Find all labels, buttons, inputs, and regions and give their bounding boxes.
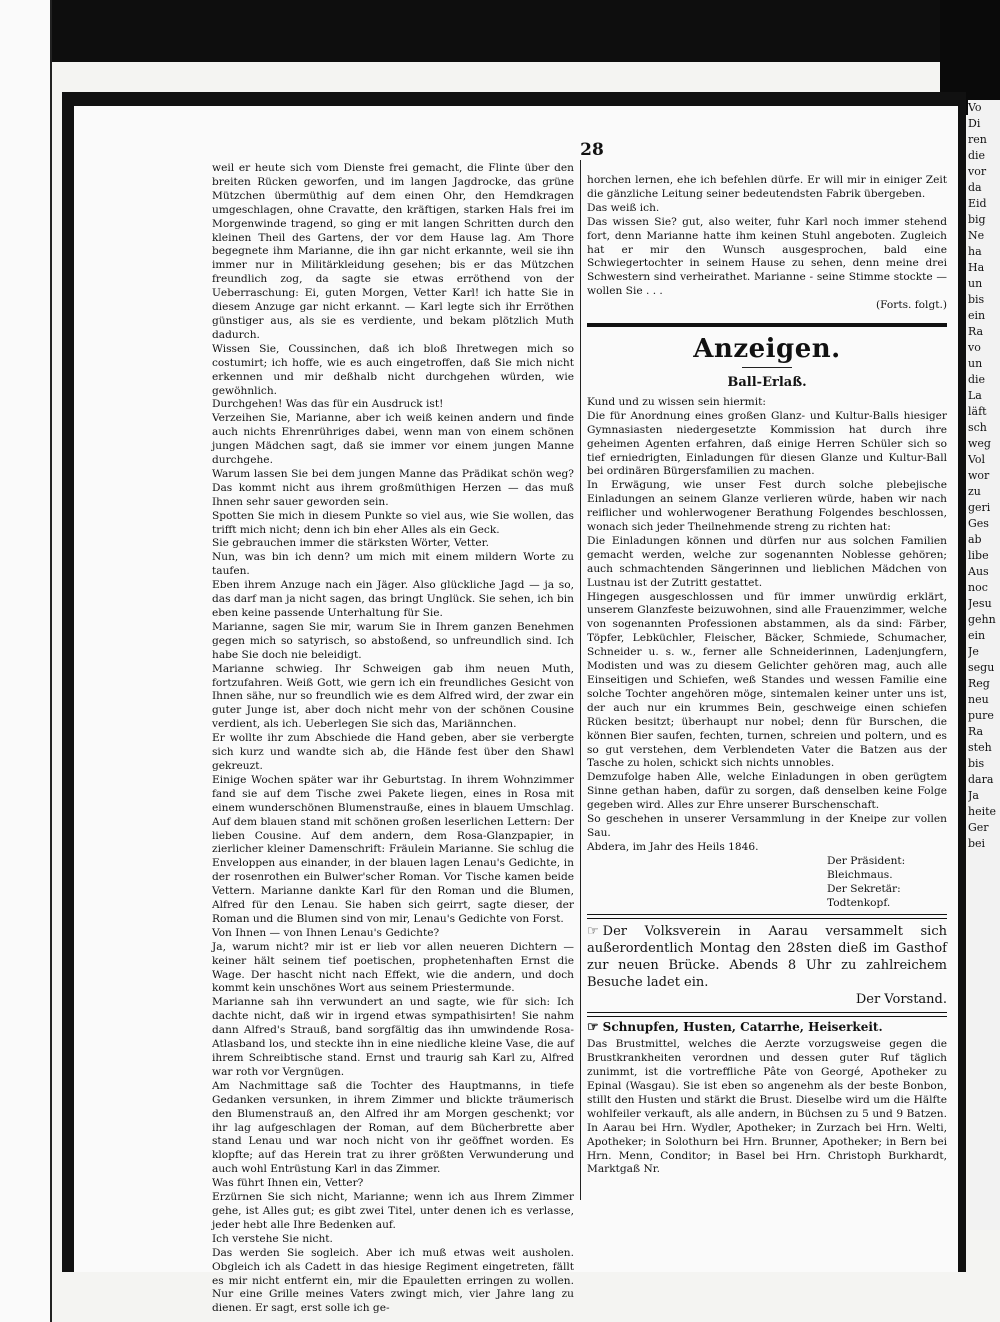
next-page-fragment: bis <box>968 293 985 306</box>
pastille-text: Das Brustmittel, welches die Aerzte vorzugsweise gegen die Brustkrankheiten verordnen und dessen guter Ruf täglich zunimmt, ist die vortreffliche Pâte von Georgé, Apotheker zu Epinal (Wasgau). Sie ist eben so angenehm als der beste Bonbon, stillt den Husten und stärkt die Brust. Dieselbe wird um die Hälfte wohlfeiler verkauft, als alle andern, in Büchsen zu 5 und 9 Batzen. In Aarau bei Hrn. Wydler, Apotheker; in Zurzach bei Hrn. Welti, Apotheker; in Solothurn bei Hrn. Brunner, Apotheker; in Bern bei Hrn. Menn, Conditor; in Basel bei Hrn. Christoph Burkhardt, Marktgaß Nr. <box>587 1038 947 1176</box>
next-page-fragment: neu <box>968 693 989 706</box>
paragraph: Nun, was bin ich denn? um mich mit einem mildern Worte zu taufen. <box>212 551 574 578</box>
paragraph: Einige Wochen später war ihr Geburtstag. In ihrem Wohnzimmer fand sie auf dem Tische zwei Pakete liegen, eines in Rosa mit einem wunderschönen Blumenstrauße, eines in blauem Umschlag. Auf dem blauen stand mit schönen großen leserlichen Lettern: Der lieben Cousine. Auf dem andern, dem Rosa-Glanzpapier, in zierlicher kleiner Damenschrift: Fräulein Marianne. Sie schlug die Enveloppen aus einander, in der blauen lagen Lenau's Gedichte, in der rosenrothen ein Bulwer'scher Roman. Vor Tische kamen beide Vettern. Marianne dankte Karl für den Roman und die Blumen, Alfred für den Lenau. Sie haben sich geirrt, sagte dieser, der Roman und die Blumen sind von mir, Lenau's Gedichte von Forst. <box>212 773 574 925</box>
next-page-fragment: heite <box>968 805 997 818</box>
pastille-ad <box>587 1021 947 1177</box>
next-page-fragment: ein <box>968 629 986 642</box>
scan-dark-top-edge <box>0 0 1000 62</box>
next-page-fragment: Ha <box>968 261 985 274</box>
decree-signatures <box>587 855 947 911</box>
ball-decree-title: Ball-Erlaß. <box>727 374 807 390</box>
pointing-hand-icon: ☞ <box>587 1020 599 1036</box>
signature-line: Bleichmaus. <box>827 868 893 881</box>
next-page-fragment: bis <box>968 757 985 770</box>
decree-paragraph: Kund und zu wissen sein hiermit: <box>587 395 766 408</box>
decree-paragraph: Demzufolge haben Alle, welche Einladungen in oben gerügtem Sinne gethan haben, dafür zu sorgen, daß denselben keine Folge gegeben wird. Alles zur Ehre unserer Burschenschaft. <box>587 771 947 812</box>
decree-paragraph: So geschehen in unserer Versammlung in der Kneipe zur vollen Sau. <box>587 813 947 839</box>
paragraph: Eben ihrem Anzuge nach ein Jäger. Also glückliche Jagd — ja so, das darf man ja nicht sagen, das bringt Unglück. Sie sehen, ich bin eben keine passende Unterhaltung für Sie. <box>212 579 574 619</box>
paragraph: Marianne sah ihn verwundert an und sagte, wie für sich: Ich dachte nicht, daß wir in irgend etwas sympathisirten! Sie nahm dann Alfred's Strauß, band sorgfältig das ihn umwindende Rosa-Atlasband los, und steckte ihn in eine niedliche kleine Vase, die auf ihrem Schreibtische stand. Ernst und traurig sah Karl zu, Alfred war roth vor Vergnügen. <box>212 996 574 1078</box>
paragraph: Das werden Sie sogleich. Aber ich muß etwas weit ausholen. Obgleich ich als Cadett in das hiesige Regiment eingetreten, fällt es mir nicht entfernt ein, mir die Epauletten erringen zu wollen. Nur eine Grille meines Vaters zwingt mich, vier Jahre lang zu dienen. Er sagt, erst solle ich ge- <box>212 1246 574 1315</box>
paragraph: Verzeihen Sie, Marianne, aber ich weiß keinen andern und finde auch nichts Ehrenrühriges dabei, wenn man von einem schönen jungen Mädchen sagt, daß sie immer vor einem jungen Manne durchgehe. <box>212 412 574 467</box>
next-page-fragment: da <box>968 181 982 194</box>
ad-divider-2 <box>587 1012 947 1017</box>
scan-left-margin <box>0 0 52 1322</box>
ads-heading: Anzeigen. <box>693 334 841 365</box>
page-number: 28 <box>580 140 604 160</box>
paragraph: Er wollte ihr zum Abschiede die Hand geben, aber sie verbergte sich kurz und wandte sich ab, die Hände fest über den Shawl gekreuzt. <box>212 732 574 772</box>
ad-divider <box>587 914 947 919</box>
next-page-fragment: Je <box>968 645 979 658</box>
section-rule <box>587 323 947 327</box>
heading-underline <box>742 367 792 368</box>
next-page-fragment: un <box>968 277 983 290</box>
paragraph: Erzürnen Sie sich nicht, Marianne; wenn ich aus Ihrem Zimmer gehe, ist Alles gut; es gibt zwei Titel, unter denen ich es verlasse, jeder hebt alle Ihre Bedenken auf. <box>212 1191 574 1231</box>
story-continuation: horchen lernen, ehe ich befehlen dürfe. Er will mir in einiger Zeit die gänzliche Leitung seiner bedeutendsten Fabrik übergeben. Das weiß ich. Das wissen Sie? gut, also weiter, fuhr Karl noch immer stehend fort, denn Marianne hatte ihm keinen Stuhl angeboten. Zugleich hat er mir den Wunsch ausgesprochen, bald eine Schwiegertochter in seinem Hause zu sehen, denn meine drei Schwestern sind verheirathet. Marianne - seine Stimme stockte — wollen Sie . . . <box>587 174 947 298</box>
next-page-fragment: La <box>968 389 982 402</box>
next-page-fragment: vor <box>968 165 987 178</box>
next-page-fragment: gehn <box>968 613 996 626</box>
paragraph: Sie gebrauchen immer die stärksten Wörter, Vetter. <box>212 537 489 550</box>
next-page-fragment: Ne <box>968 229 985 242</box>
decree-paragraph: Die für Anordnung eines großen Glanz- und Kultur-Balls hiesiger Gymnasiasten niedergesetzte Kommission hat durch ihre geheimen Agenten erfahren, daß einige Herren Schüler sich so tief erniedrigten, Einladungen für diesen Glanze und Kultur-Ball bei ordinären Bürgersfamilien zu machen. <box>587 409 947 478</box>
next-page-fragment: Jesu <box>968 597 992 610</box>
paragraph: Wissen Sie, Coussinchen, daß ich bloß Ihretwegen mich so costumirt; ich hoffe, wie es auch eingetroffen, daß Sie mich nicht erkennen und mir deßhalb nicht durchgehen würden, wie gewöhnlich. <box>212 342 574 397</box>
next-page-fragment: pure <box>968 709 994 722</box>
volksverein-signature: Der Vorstand. <box>855 992 947 1008</box>
paragraph: Am Nachmittage saß die Tochter des Hauptmanns, in tiefe Gedanken versunken, in ihrem Zimmer und blickte träumerisch den Blumenstrauß an, den Alfred ihr am Morgen geschenkt; vor ihr lag aufgeschlagen der Roman, auf dem Bücherbrette aber stand Lenau und war noch nicht von ihr geöffnet worden. Es klopfte; auf das Herein trat zu ihrer größten Verwunderung und auch wohl Entrüstung Karl in das Zimmer. <box>212 1079 574 1176</box>
next-page-fragment: un <box>968 357 983 370</box>
decree-paragraph: Hingegen ausgeschlossen und für immer unwürdig erklärt, unserem Glanzfeste beizuwohnen, sind alle Frauenzimmer, welche von sogenannten Professionen abstammen, als da sind: Färber, Töpfer, Lebküchler, Fleischer, Bäcker, Schmiede, Schumacher, Schneider u. s. w., ferner alle Schneiderinnen, Ladenjungfern, Modisten und was zu diesem Gelichter gehören mag, auch alle Einseitigen und Schiefen, weß Standes und wessen Familie eine solche Tochter angehören möge, sintemalen keiner unter uns ist, der auch nur ein krummes Bein, geschweige einen schiefen Rücken besitzt; überhaupt nur nobel; denn für Burschen, die können Bier saufen, fechten, turnen, schreien und poltern, und es so gut verstehen, dem Verblendeten Vater die Batzen aus der Tasche zu holen, schickt sich nichts unnobles. <box>587 590 947 770</box>
pastille-title: Schnupfen, Husten, Catarrhe, Heiserkeit. <box>602 1020 883 1035</box>
next-page-fragment: weg <box>968 437 991 450</box>
next-page-fragment: die <box>968 373 986 386</box>
page-frame-left <box>62 92 74 1272</box>
paragraph: Marianne schwieg. Ihr Schweigen gab ihm neuen Muth, fortzufahren. Weiß Gott, wie gern ich ein freundliches Gesicht von Ihnen sähe, nur so freundlich wie es dem Alfred wird, der zwar ein guter Junge ist, aber doch nicht mehr von der schönen Cousine verdient, als ich. Ueberlegen Sie sich das, Mariännchen. <box>212 662 574 731</box>
next-page-fragment: Reg <box>968 677 990 690</box>
paragraph: Ich verstehe Sie nicht. <box>212 1232 333 1245</box>
signature-line: Todtenkopf. <box>827 896 891 909</box>
next-page-fragment: vo <box>968 341 981 354</box>
next-page-fragment: sch <box>968 421 987 434</box>
next-page-fragment: ha <box>968 245 982 258</box>
continued-note: (Forts. folgt.) <box>875 299 947 312</box>
next-page-fragment: steh <box>968 741 992 754</box>
paragraph: Was führt Ihnen ein, Vetter? <box>212 1177 364 1190</box>
paragraph: weil er heute sich vom Dienste frei gemacht, die Flinte über den breiten Rücken geworfen, und im langen Jagdrocke, das grüne Mützchen übermüthig auf dem einen Ohr, den Hemdkragen umgeschlagen, ohne Cravatte, den kräftigen, starken Hals frei im Morgenwinde tragend, so ging er mit langen Schritten durch den kleinen Theil des Gartens, der vor dem Hause lag. Am Thore begegnete ihm Marianne, die ihn gar nicht erkannte, weil sie ihn immer nur in Militärkleidung gesehen; bis er das Mützchen freundlich zog, da sagte sie etwas erröthend von der Ueberraschung: Ei, guten Morgen, Vetter Karl! ich hatte Sie in diesem Anzuge gar nicht erkannt. — Karl legte sich ihr Erröthen günstiger aus, als sie es verdiente, und bekam plötzlich Muth dadurch. <box>212 162 574 341</box>
paragraph: Marianne, sagen Sie mir, warum Sie in Ihrem ganzen Benehmen gegen mich so satyrisch, so abstoßend, so unfreundlich sind. Ich habe Sie doch nie beleidigt. <box>212 620 574 661</box>
paragraph: Ja, warum nicht? mir ist er lieb vor allen neueren Dichtern — keiner hält seinem tief poetischen, prophetenhaften Ernst die Wage. Der hascht nicht nach Effekt, wie die andern, und doch kommt kein unschönes Wort aus seinem Priestermunde. <box>212 940 574 995</box>
ball-decree-text <box>587 396 947 841</box>
decree-paragraph: Die Einladungen können und dürfen nur aus solchen Familien gemacht werden, welche zur sogenannten Noblesse gehören; auch schmachtenden Sängerinnen und lieblichen Mädchen von Lustnau ist der Zutritt gestattet. <box>587 534 947 589</box>
next-page-fragment: segu <box>968 661 995 674</box>
paragraph: Spotten Sie mich in diesem Punkte so viel aus, wie Sie wollen, das trifft mich nicht; denn ich bin eher Alles als ein Geck. <box>212 509 574 536</box>
next-page-fragment: Vo <box>968 101 982 114</box>
feuilleton-column <box>212 162 574 1316</box>
next-page-fragment: big <box>968 213 986 226</box>
decree-date: Abdera, im Jahr des Heils 1846. <box>587 840 759 853</box>
next-page-fragment: bei <box>968 837 986 850</box>
signature-line: Der Präsident: <box>827 854 906 867</box>
volksverein-ad <box>587 923 947 1008</box>
next-page-fragment: Ger <box>968 821 989 834</box>
next-page-fragment: Eid <box>968 197 987 210</box>
next-page-fragment: zu <box>968 485 981 498</box>
next-page-fragment: läft <box>968 405 987 418</box>
next-page-fragment: Di <box>968 117 981 130</box>
next-page-fragment: geri <box>968 501 991 514</box>
next-page-fragment: ren <box>968 133 987 146</box>
next-page-fragment: dara <box>968 773 994 786</box>
next-page-fragment: ein <box>968 309 986 322</box>
next-page-fragment: wor <box>968 469 990 482</box>
next-page-fragment: Ges <box>968 517 989 530</box>
paragraph: Durchgehen! Was das für ein Ausdruck ist! <box>212 398 444 411</box>
next-page-fragment: Ra <box>968 725 984 738</box>
signature-line: Der Sekretär: <box>827 882 901 895</box>
paragraph: Von Ihnen — von Ihnen Lenau's Gedichte? <box>212 926 440 939</box>
page-frame-right <box>958 92 966 1272</box>
next-page-fragment: libe <box>968 549 989 562</box>
column-divider <box>580 160 581 1200</box>
volksverein-text: Der Volksverein in Aarau versammelt sich außerordentlich Montag den 28sten dieß im Gasthof zur neuen Brücke. Abends 8 Uhr zu zahlreichem Besuche ladet ein. <box>587 924 947 991</box>
pointing-hand-icon: ☞ <box>587 924 599 940</box>
next-page-fragment: Ra <box>968 325 984 338</box>
next-page-strip <box>968 100 1000 1230</box>
next-page-fragment: Vol <box>968 453 986 466</box>
next-page-fragment: noc <box>968 581 988 594</box>
next-page-fragment: ab <box>968 533 982 546</box>
next-page-fragment: Aus <box>968 565 989 578</box>
next-page-fragment: Ja <box>968 789 979 802</box>
decree-paragraph: In Erwägung, wie unser Fest durch solche plebejische Einladungen an seinem Glanze verlieren würde, haben wir nach reiflicher und wohlerwogener Berathung Folgendes beschlossen, wonach sich jeder Theilnehmende streng zu richten hat: <box>587 479 947 534</box>
paragraph: Warum lassen Sie bei dem jungen Manne das Prädikat schön weg? Das kommt nicht aus ihrem großmüthigen Herzen — das muß Ihnen sehr sauer geworden sein. <box>212 467 574 508</box>
page-frame-top <box>62 92 962 106</box>
right-column <box>587 174 947 1177</box>
next-page-fragment: die <box>968 149 986 162</box>
